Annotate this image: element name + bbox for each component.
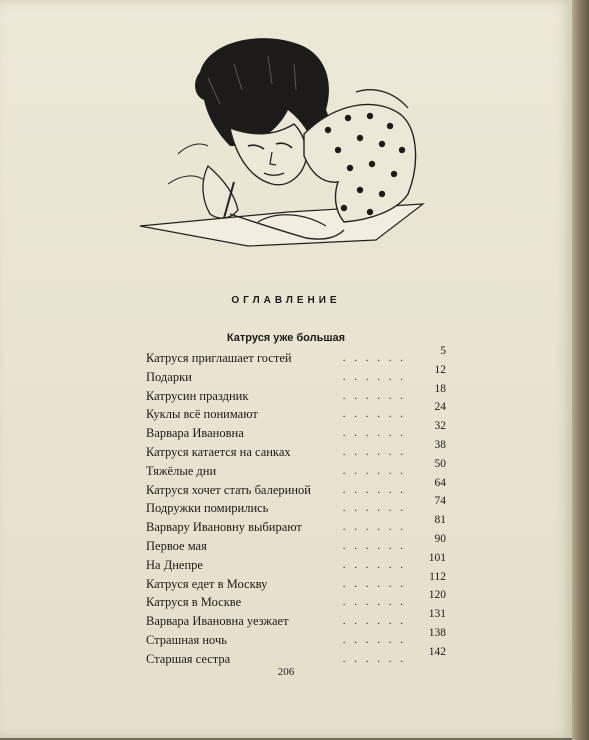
toc-entry-page: 50 bbox=[434, 457, 446, 470]
toc-entry-title: Первое мая bbox=[146, 538, 207, 553]
leader-dots: . . . . . . bbox=[342, 615, 406, 628]
toc-entry bbox=[146, 457, 446, 481]
leader-dots: . . . . . . bbox=[342, 633, 406, 646]
toc-entry bbox=[146, 438, 446, 462]
toc-entry bbox=[146, 532, 446, 556]
leader-dots: . . . . . . bbox=[342, 352, 406, 364]
toc-entry-page: 138 bbox=[428, 626, 446, 639]
toc-entry-page: 64 bbox=[434, 476, 446, 489]
toc-entry-title: Варвару Ивановну выбирают bbox=[146, 520, 302, 535]
toc-entry-page: 131 bbox=[428, 608, 446, 621]
toc-entry-page: 5 bbox=[440, 345, 446, 357]
toc-entry-title: Подарки bbox=[146, 369, 192, 384]
toc-entry bbox=[146, 495, 446, 518]
toc-entry-title: Куклы всё понимают bbox=[146, 407, 258, 422]
toc-entry bbox=[146, 589, 446, 612]
toc-entry bbox=[146, 420, 446, 443]
page-number: 206 bbox=[277, 666, 295, 678]
toc-entry bbox=[146, 608, 446, 631]
leader-dots: . . . . . . bbox=[342, 445, 406, 458]
toc-heading: ОГЛАВЛЕНИЕ bbox=[231, 295, 341, 306]
toc-entry-page: 38 bbox=[434, 438, 446, 451]
toc-entry bbox=[146, 514, 446, 537]
toc-entry-page: 81 bbox=[434, 514, 446, 527]
toc-entry bbox=[146, 363, 446, 387]
section-title: Катруся уже большая bbox=[226, 332, 346, 344]
leader-dots: . . . . . . bbox=[342, 483, 406, 496]
toc-entry-title: Тяжёлые дни bbox=[146, 463, 217, 478]
toc-entry bbox=[146, 551, 446, 575]
toc-entry-title: Подружки помирились bbox=[146, 501, 269, 516]
leader-dots: . . . . . . bbox=[342, 502, 406, 515]
toc-entry-page: 24 bbox=[434, 401, 446, 414]
leader-dots: . . . . . . bbox=[342, 577, 406, 590]
toc-entry-title: Варвара Ивановна уезжает bbox=[146, 614, 289, 629]
book-spine bbox=[572, 0, 589, 740]
leader-dots: . . . . . . bbox=[342, 389, 406, 402]
toc-entry bbox=[146, 401, 446, 424]
toc-entry-title: Старшая сестра bbox=[146, 651, 231, 666]
toc-entry bbox=[146, 570, 446, 594]
toc-entry-page: 32 bbox=[434, 420, 446, 433]
leader-dots: . . . . . . bbox=[342, 521, 406, 534]
toc-entry-title: Страшная ночь bbox=[146, 632, 227, 647]
leader-dots: . . . . . . bbox=[342, 427, 406, 440]
toc-entry-page: 18 bbox=[434, 382, 446, 395]
toc-entry-title: Катруся едет в Москву bbox=[146, 576, 268, 591]
leader-dots: . . . . . . bbox=[342, 370, 406, 383]
leader-dots: . . . . . . bbox=[342, 539, 406, 552]
toc-entry-title: Варвара Ивановна bbox=[146, 426, 244, 441]
toc-entry-page: 74 bbox=[434, 495, 446, 508]
toc-list bbox=[146, 345, 446, 669]
toc-entry-title: Катрусин праздник bbox=[146, 388, 249, 403]
toc-entry-page: 90 bbox=[434, 532, 446, 545]
toc-entry-page: 12 bbox=[434, 363, 446, 376]
toc-entry-title: Катруся приглашает гостей bbox=[146, 351, 292, 365]
leader-dots: . . . . . . bbox=[342, 652, 406, 665]
leader-dots: . . . . . . bbox=[342, 464, 406, 477]
leader-dots: . . . . . . bbox=[342, 596, 406, 609]
leader-dots: . . . . . . bbox=[342, 408, 406, 421]
toc-entry-title: На Днепре bbox=[146, 557, 203, 572]
leader-dots: . . . . . . bbox=[342, 558, 406, 571]
toc-entry-page: 101 bbox=[428, 551, 446, 564]
toc-entry-title: Катруся хочет стать балериной bbox=[146, 482, 311, 497]
toc-entry bbox=[146, 476, 446, 500]
toc-entry-title: Катруся катается на санках bbox=[146, 444, 291, 459]
toc-entry-page: 112 bbox=[429, 570, 446, 583]
toc-entry bbox=[146, 382, 446, 406]
toc-entry-page: 142 bbox=[428, 645, 446, 658]
toc-entry-title: Катруся в Москве bbox=[146, 595, 242, 610]
toc-entry-page: 120 bbox=[428, 589, 446, 602]
toc-entry bbox=[146, 345, 446, 368]
girl-drawing-illustration bbox=[138, 34, 428, 269]
toc-entry bbox=[146, 626, 446, 650]
